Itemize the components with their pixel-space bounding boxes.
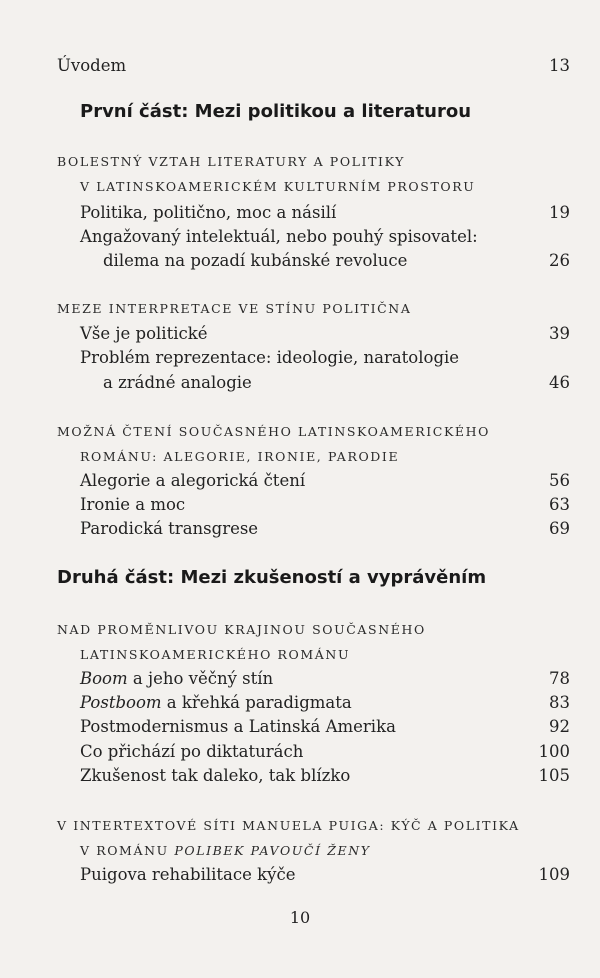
toc-entry: Problém reprezentace: ideologie, naratologie (80, 348, 460, 367)
italic-term: Postboom (80, 693, 162, 712)
page-number: 26 (549, 251, 570, 270)
page-number: 69 (549, 519, 570, 538)
page-number: 105 (538, 766, 570, 785)
toc-entry: Ironie a moc (80, 495, 186, 514)
toc-entry: Puigova rehabilitace kýče (80, 865, 296, 884)
toc-entry: Alegorie a alegorická čtení (80, 471, 306, 490)
page-number: 13 (549, 56, 570, 75)
chapter-heading-continued: LATINSKOAMERICKÉHO ROMÁNU (80, 647, 351, 662)
toc-entry-text: a jeho věčný stín (127, 669, 274, 688)
page-number: 83 (549, 693, 570, 712)
toc-entry-continued: a zrádné analogie (103, 373, 252, 392)
chapter-heading: NAD PROMĚNLIVOU KRAJINOU SOUČASNÉHO (57, 622, 426, 637)
toc-entry-continued: dilema na pozadí kubánské revoluce (103, 251, 408, 270)
chapter-heading-continued: ROMÁNU: ALEGORIE, IRONIE, PARODIE (80, 449, 400, 464)
toc-entry: Postmodernismus a Latinská Amerika (80, 717, 396, 736)
page-number: 46 (549, 373, 570, 392)
chapter-heading: V INTERTEXTOVÉ SÍTI MANUELA PUIGA: KÝČ A POLITIKA (57, 818, 520, 833)
toc-entry: Vše je politické (80, 324, 208, 343)
chapter-heading-text: V ROMÁNU (80, 843, 175, 858)
chapter-heading-continued (80, 841, 371, 861)
folio-page-number: 10 (289, 908, 311, 927)
page-number: 78 (549, 669, 570, 688)
chapter-heading-continued: V LATINSKOAMERICKÉM KULTURNÍM PROSTORU (80, 179, 476, 194)
toc-entry (80, 692, 352, 714)
chapter-heading: BOLESTNÝ VZTAH LITERATURY A POLITIKY (57, 154, 406, 169)
page-number: 19 (549, 203, 570, 222)
part-heading: Druhá část: Mezi zkušeností a vyprávěním (57, 567, 487, 588)
page-number: 109 (538, 865, 570, 884)
toc-entry-text: a křehká paradigmata (161, 693, 352, 712)
page-number: 63 (549, 495, 570, 514)
page-number: 100 (538, 742, 570, 761)
page-number: 39 (549, 324, 570, 343)
page-number: 92 (549, 717, 570, 736)
chapter-heading: MEZE INTERPRETACE VE STÍNU POLITIČNA (57, 301, 412, 316)
toc-entry: Politika, politično, moc a násilí (80, 203, 337, 222)
page-number: 56 (549, 471, 570, 490)
toc-entry: Angažovaný intelektuál, nebo pouhý spisovatel: (80, 227, 478, 246)
chapter-heading: MOŽNÁ ČTENÍ SOUČASNÉHO LATINSKOAMERICKÉHO (57, 424, 490, 439)
toc-entry (80, 668, 273, 690)
toc-entry: Co přichází po diktaturách (80, 742, 304, 761)
toc-entry: Zkušenost tak daleko, tak blízko (80, 766, 351, 785)
novel-title: POLIBEK PAVOUČÍ ŽENY (174, 843, 371, 858)
toc-entry: Parodická transgrese (80, 519, 259, 538)
italic-term: Boom (80, 669, 128, 688)
toc-entry-intro: Úvodem (57, 56, 127, 75)
part-heading: První část: Mezi politikou a literaturou (80, 101, 472, 122)
